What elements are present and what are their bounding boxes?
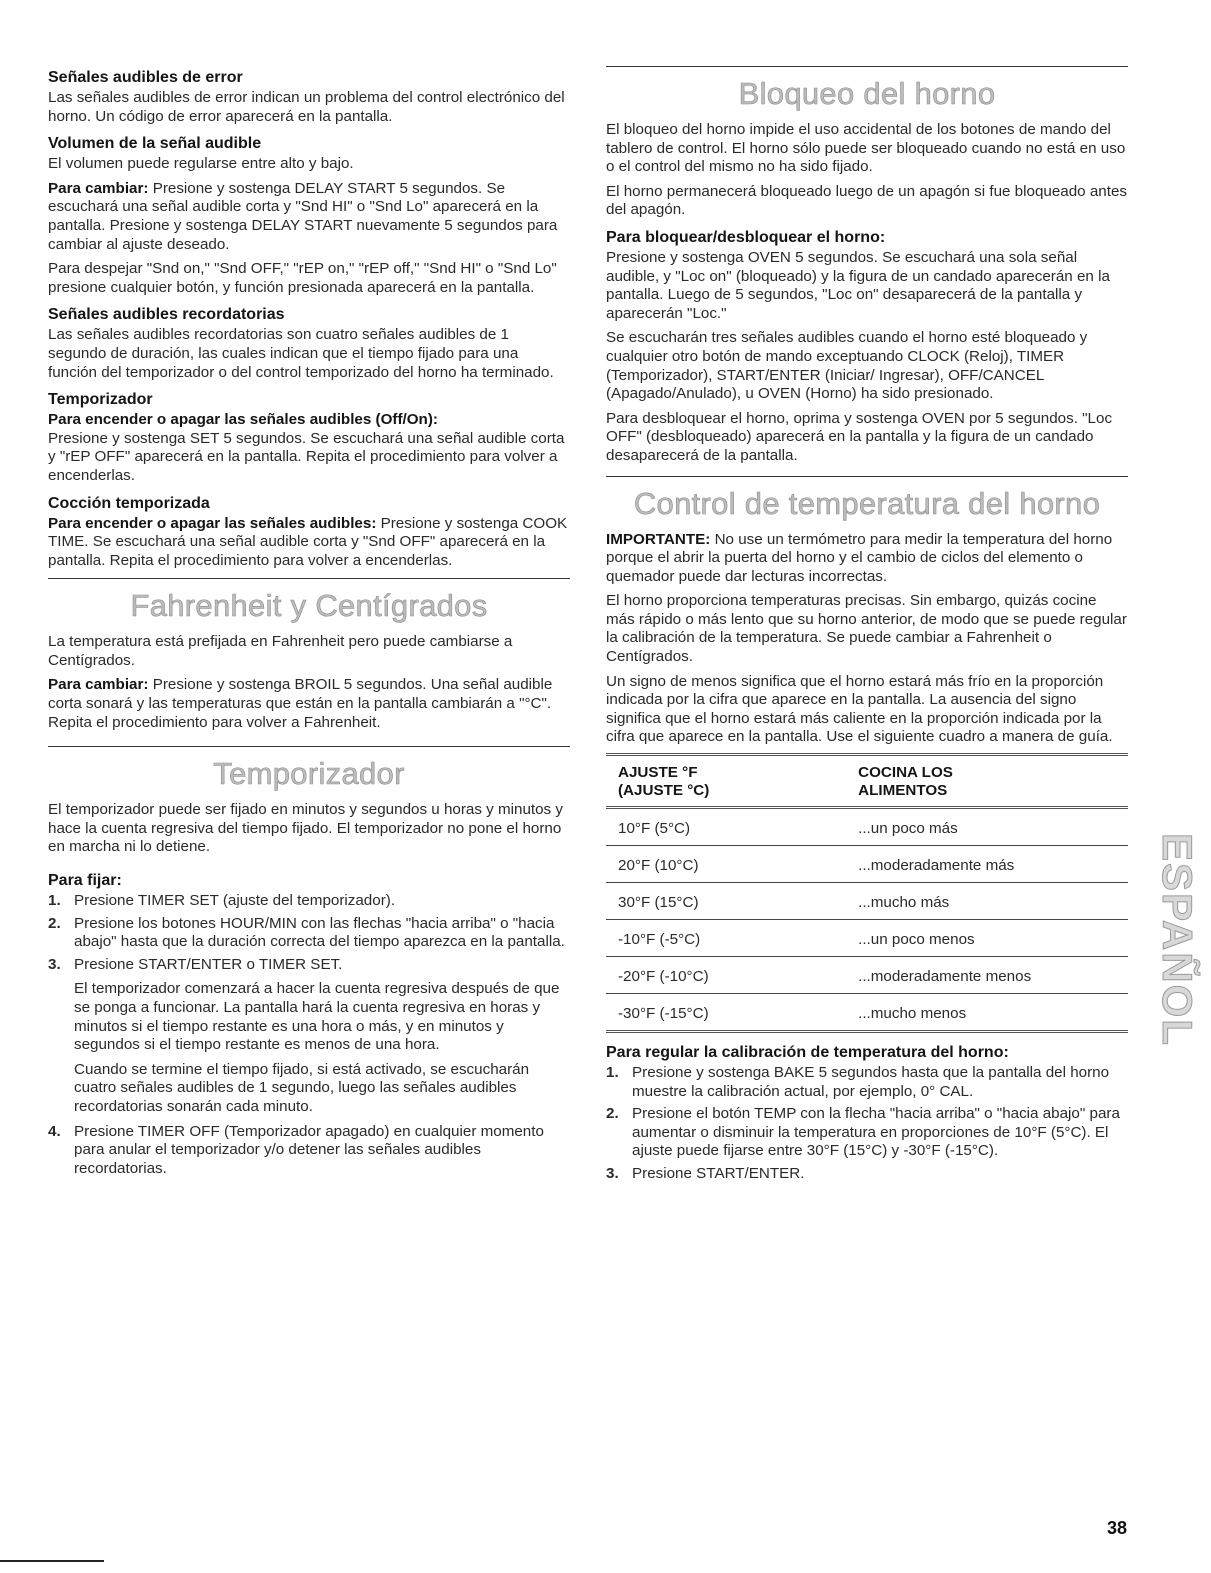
reminder-heading: Señales audibles recordatorias [48, 306, 285, 324]
step-text: Presione START/ENTER o TIMER SET. [74, 955, 343, 973]
table-cell: ...moderadamente más [846, 846, 1128, 883]
table-row [606, 957, 1128, 994]
fahrenheit-change-paragraph [48, 676, 570, 732]
list-item [48, 1123, 570, 1179]
timer-paragraph [48, 411, 570, 485]
temperature-text: Un signo de menos significa que el horno estará más frío en la proporción indicada por la cifra que aparece en la pantalla. La ausencia del signo significa que el horno estará más caliente en la proporción indicada por la cifra que aparece en la pantalla. Use el siguiente cuadro a manera de guía. [606, 672, 1113, 746]
list-item [606, 1064, 1128, 1101]
important-text: No use un termómetro para medir la temperatura del horno porque el abrir la puerta del horno y el cambio de ciclos del elemento o quemador puede dar lecturas incorrectas. [606, 530, 1113, 585]
timer-text: Presione y sostenga SET 5 segundos. Se escuchará una señal audible corta y "rEP OFF" aparecerá en la pantalla. Repita el procedimiento para volver a encenderlas. [48, 429, 565, 484]
volume-heading: Volumen de la señal audible [48, 135, 262, 153]
table-row [606, 994, 1128, 1032]
step-number: 4. [48, 1122, 61, 1140]
lock-unlock-heading: Para bloquear/desbloquear el horno: [606, 228, 886, 246]
step-text: Presione START/ENTER. [632, 1165, 805, 1182]
timer-steps-list [48, 892, 570, 1178]
calibration-steps-list [606, 1064, 1128, 1184]
table-row [606, 920, 1128, 957]
table-cell: ...moderadamente menos [846, 957, 1128, 994]
table-cell: ...mucho más [846, 883, 1128, 920]
table-cell: ...mucho menos [846, 994, 1128, 1032]
table-cell: -10°F (-5°C) [606, 920, 846, 957]
error-signals-text: Las señales audibles de error indican un problema del control electrónico del horno. Un código de error aparecerá en la pantalla. [48, 89, 565, 125]
list-item [48, 892, 570, 911]
volume-change-paragraph [48, 180, 570, 254]
calibration-heading: Para regular la calibración de temperatura del horno: [606, 1044, 1009, 1062]
language-side-tab [1154, 820, 1201, 1060]
list-item [606, 1105, 1128, 1161]
table-cell: 20°F (10°C) [606, 846, 846, 883]
right-column [606, 60, 1128, 1188]
step-number: 2. [606, 1105, 619, 1123]
timer-intro-text: El temporizador puede ser fijado en minutos y segundos u horas y minutos y hace la cuenta regresiva del tiempo fijado. El temporizador no pone el horno en marcha ni lo detiene. [48, 801, 563, 856]
volume-change-lead: Para cambiar: [48, 179, 149, 197]
step-number: 1. [48, 892, 61, 910]
language-label: ESPAÑOL [1154, 833, 1201, 1047]
set-heading: Para fijar: [48, 872, 122, 890]
fahrenheit-change-text: Presione y sostenga BROIL 5 segundos. Una señal audible corta sonará y las temperaturas que están en la pantalla cambiarán a "°C". Repita el procedimiento para volver a Fahrenheit. [48, 676, 553, 731]
header-line: ALIMENTOS [858, 782, 948, 800]
list-item [48, 956, 570, 1117]
oven-lock-banner: Bloqueo del horno [606, 66, 1128, 113]
left-column [48, 60, 570, 1182]
step-text: Presione el botón TEMP con la flecha "hacia arriba" o "hacia abajo" para aumentar o disminuir la temperatura en proporciones de 10°F (5°C). El ajuste puede fijarse entre 30°F (15°C) y -30°F (-15°C). [632, 1105, 1120, 1160]
oven-lock-text: Presione y sostenga OVEN 5 segundos. Se escuchará una sola señal audible, y "Loc on" (bloqueado) y la figura de un candado aparecerán en la pantalla. Luego de 5 segundos, "Loc on" desaparecerá de la pantalla y aparecerán "Loc." [606, 248, 1110, 322]
table-cell: -30°F (-15°C) [606, 994, 846, 1032]
table-row [606, 846, 1128, 883]
timed-cook-heading: Cocción temporizada [48, 494, 210, 512]
table-cell: ...un poco más [846, 808, 1128, 846]
volume-clear-text: Para despejar "Snd on," "Snd OFF," "rEP on," "rEP off," "Snd HI" o "Snd Lo" presione cualquier botón, y función presionada aparecerá en la pantalla. [48, 260, 557, 296]
step-text: Presione y sostenga BAKE 5 segundos hasta que la pantalla del horno muestre la calibración actual, por ejemplo, 0° CAL. [632, 1064, 1110, 1100]
table-cell: 30°F (15°C) [606, 883, 846, 920]
oven-lock-text: Se escucharán tres señales audibles cuando el horno esté bloqueado y cualquier otro botón de mando exceptuando CLOCK (Reloj), TIMER (Temporizador), START/ENTER (Iniciar/ Ingresar), OFF/CANCEL (Apagado/Anulado), u OVEN (Horno) ha sido presionado. [606, 329, 1088, 403]
fahrenheit-centigrade-text: La temperatura está prefijada en Fahrenheit pero puede cambiarse a Centígrados. [48, 633, 513, 669]
step-text: Presione TIMER OFF (Temporizador apagado) en cualquier momento para anular el temporizador y/o detener las señales audibles recordatorias. [74, 1122, 544, 1177]
calibration-table [606, 753, 1128, 1033]
table-cell: -20°F (-10°C) [606, 957, 846, 994]
table-cell: ...un poco menos [846, 920, 1128, 957]
list-item [606, 1165, 1128, 1184]
important-paragraph [606, 531, 1128, 587]
timed-cook-paragraph [48, 515, 570, 571]
fahrenheit-centigrade-banner: Fahrenheit y Centígrados [48, 578, 570, 625]
step-number: 3. [606, 1165, 619, 1182]
temperature-control-banner: Control de temperatura del horno [606, 476, 1128, 523]
table-row [606, 808, 1128, 846]
step-number: 1. [606, 1064, 619, 1082]
step-text: Presione TIMER SET (ajuste del temporizador). [74, 892, 396, 910]
table-header-result [846, 755, 1128, 808]
page-number: 38 [1106, 1518, 1127, 1538]
header-line: AJUSTE °F [618, 764, 698, 782]
step-number: 3. [48, 955, 61, 973]
fahrenheit-change-lead: Para cambiar: [48, 676, 149, 694]
timer-banner: Temporizador [48, 746, 570, 793]
footer-rule [0, 1560, 104, 1562]
step-text: Presione los botones HOUR/MIN con las flechas "hacia arriba" o "hacia abajo" hasta que la duración correcta del tiempo aparezca en la pantalla. [74, 914, 565, 951]
timer-heading: Temporizador [48, 391, 153, 409]
timed-cook-lead: Para encender o apagar las señales audibles: [48, 514, 377, 532]
volume-text: El volumen puede regularse entre alto y bajo. [48, 155, 354, 173]
important-lead: IMPORTANTE: [606, 530, 711, 548]
timed-cook-text: Presione y sostenga COOK TIME. Se escuchará una señal audible corta y "Snd OFF" aparecerá en la pantalla. Repita el procedimiento para volver a encenderlas. [48, 514, 568, 569]
timer-lead: Para encender o apagar las señales audibles (Off/On): [48, 411, 438, 429]
step-number: 2. [48, 914, 61, 932]
temperature-text: El horno proporciona temperaturas precisas. Sin embargo, quizás cocine más rápido o más lento que su horno anterior, de modo que se puede regular la calibración de la temperatura. Se puede cambiar a Fahrenheit o Centígrados. [606, 592, 1127, 666]
table-cell: 10°F (5°C) [606, 808, 846, 846]
volume-change-text: Presione y sostenga DELAY START 5 segundos. Se escuchará una señal audible corta y "Snd HI" o "Snd Lo" aparecerá en la pantalla. Presione y sostenga DELAY START nuevamente 5 segundos para cambiar al ajuste deseado. [48, 179, 558, 253]
header-line: (AJUSTE °C) [618, 782, 710, 800]
header-line: COCINA LOS [858, 764, 953, 782]
oven-lock-text: Para desbloquear el horno, oprima y sostenga OVEN por 5 segundos. "Loc OFF" (desbloqueado) aparecerá en la pantalla y la figura de un candado desaparecerá de la pantalla. [606, 409, 1113, 464]
list-item [48, 915, 570, 952]
reminder-text: Las señales audibles recordatorias son cuatro señales audibles de 1 segundo de duración, las cuales indican que el tiempo fijado para una función del temporizador o del control temporizado del horno ha terminado. [48, 326, 554, 381]
step-note: Cuando se termine el tiempo fijado, si está activado, se escucharán cuatro señales audibles de 1 segundo, luego las señales audibles recordatorias sonarán cada minuto. [74, 1060, 530, 1115]
step-note: El temporizador comenzará a hacer la cuenta regresiva después de que se ponga a funcionar. La pantalla hará la cuenta regresiva en horas y minutos si el tiempo restante es una hora o más, y en minutos y segundos si el tiempo restante es menos de una hora. [74, 980, 560, 1054]
error-signals-heading: Señales audibles de error [48, 69, 243, 86]
table-header-setting [606, 755, 846, 808]
table-row [606, 883, 1128, 920]
oven-lock-text: El bloqueo del horno impide el uso accidental de los botones de mando del tablero de control. El horno sólo puede ser bloqueado cuando no está en uso o el control del mismo no ha sido fijado. [606, 121, 1126, 176]
oven-lock-text: El horno permanecerá bloqueado luego de un apagón si fue bloqueado antes del apagón. [606, 182, 1128, 219]
